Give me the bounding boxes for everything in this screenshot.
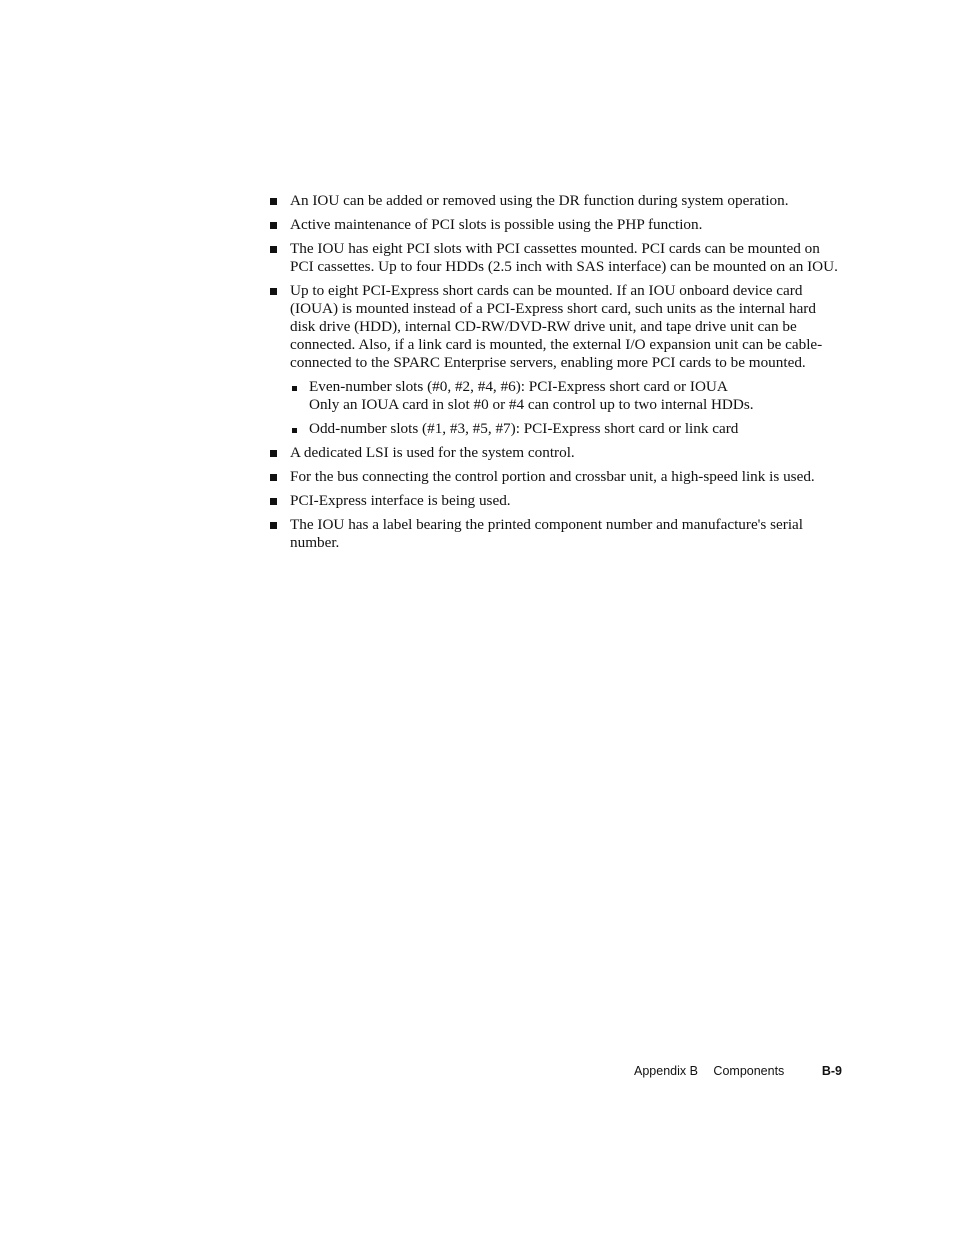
square-bullet-icon [270, 288, 277, 295]
sub-list-item [290, 420, 842, 438]
small-square-bullet-icon [292, 428, 297, 433]
list-item [268, 216, 842, 234]
list-item-text: PCI-Express interface is being used. [290, 492, 511, 509]
list-item-text: The IOU has eight PCI slots with PCI cassettes mounted. PCI cards can be mounted on PCI cassettes. Up to four HDDs (2.5 inch with SAS interface) can be mounted on an IOU. [290, 240, 838, 275]
list-item [268, 192, 842, 210]
list-item-text: The IOU has a label bearing the printed component number and manufacture's serial number. [290, 516, 804, 551]
list-item-text: An IOU can be added or removed using the DR function during system operation. [290, 192, 789, 209]
list-item-text: For the bus connecting the control portion and crossbar unit, a high-speed link is used. [290, 468, 815, 485]
page-footer [634, 1064, 844, 1078]
square-bullet-icon [270, 522, 277, 529]
square-bullet-icon [270, 474, 277, 481]
square-bullet-icon [270, 198, 277, 205]
small-square-bullet-icon [292, 386, 297, 391]
page-number: B-9 [821, 1064, 842, 1078]
list-item [268, 468, 842, 486]
sub-list-item-text: Odd-number slots (#1, #3, #5, #7): PCI-Express short card or link card [309, 420, 739, 437]
list-item [268, 492, 842, 510]
main-content [268, 192, 842, 558]
sub-list-item-text: Even-number slots (#0, #2, #4, #6): PCI-Express short card or IOUA [309, 378, 728, 395]
sub-list-item [290, 378, 842, 414]
list-item [268, 516, 842, 552]
list-item [268, 444, 842, 462]
slot-sublist [290, 378, 842, 438]
footer-section: Components [713, 1064, 785, 1078]
feature-list [268, 192, 842, 552]
list-item-text: Up to eight PCI-Express short cards can be mounted. If an IOU onboard device card (IOUA) is mounted instead of a PCI-Express short card, such units as the internal hard disk drive (HDD), internal CD-RW/DVD-RW drive unit, and tape drive unit can be connected. Also, if a link card is mounted, the external I/O expansion unit can be cable-connected to the SPARC Enterprise servers, enabling more PCI cards to be mounted. [290, 282, 823, 371]
list-item [268, 240, 842, 276]
list-item [268, 282, 842, 438]
list-item-text: Active maintenance of PCI slots is possible using the PHP function. [290, 216, 703, 233]
footer-chapter: Appendix B [634, 1064, 698, 1078]
sub-list-item-note: Only an IOUA card in slot #0 or #4 can control up to two internal HDDs. [309, 396, 754, 413]
square-bullet-icon [270, 450, 277, 457]
square-bullet-icon [270, 498, 277, 505]
square-bullet-icon [270, 222, 277, 229]
list-item-text: A dedicated LSI is used for the system control. [290, 444, 575, 461]
square-bullet-icon [270, 246, 277, 253]
